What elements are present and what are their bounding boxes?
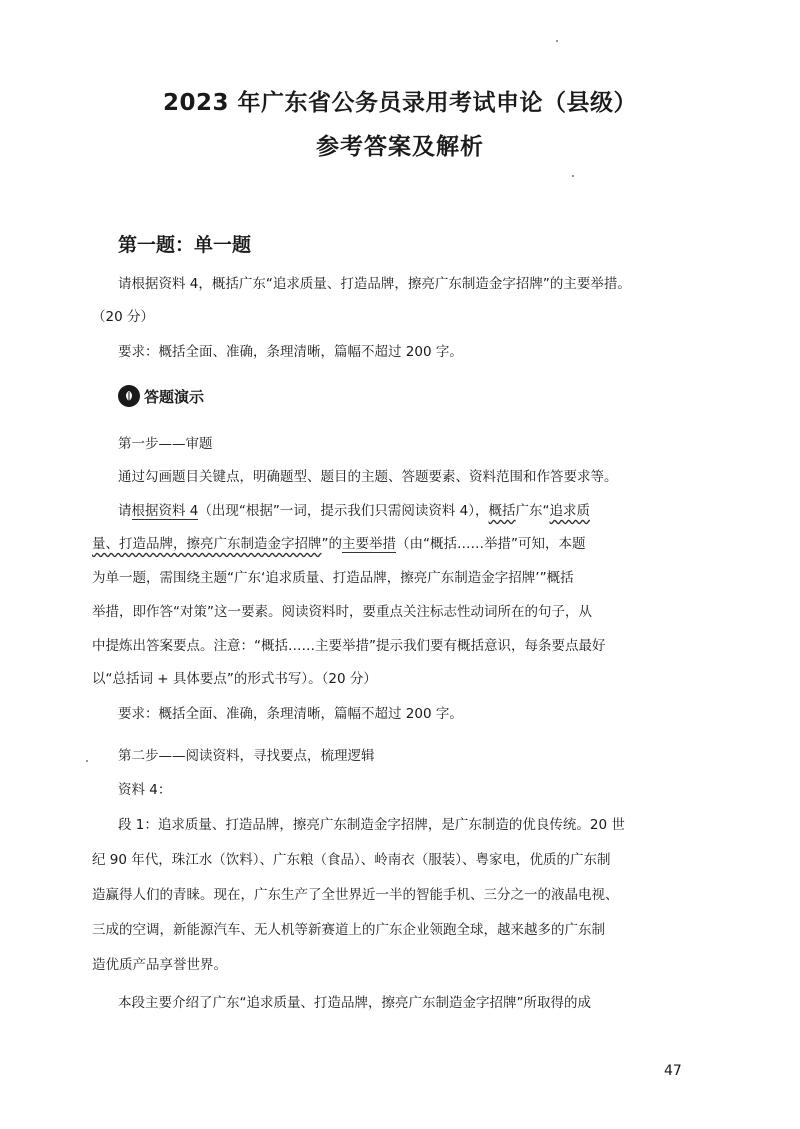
question-prompt: 请根据资料 4，概括广东“追求质量、打造品牌，擦亮广东制造金字招牌”的主要举措。 xyxy=(118,276,631,292)
step1-paragraph-line: 举措，即作答“对策”这一要素。阅读资料时，要重点关注标志性动词所在的句子，从 xyxy=(92,604,592,620)
question-requirement: 要求：概括全面、准确，条理清晰，篇幅不超过 200 字。 xyxy=(118,344,463,360)
wavy-keyword: 追求质 xyxy=(549,503,591,519)
step1-paragraph-line: 请根据资料 4（出现“根据”一词，提示我们只需阅读资料 4），概括广东“追求质 xyxy=(118,503,591,519)
scan-speck xyxy=(572,175,574,177)
step1-intro: 通过勾画题目关键点，明确题型、题目的主题、答题要素、资料范围和作答要求等。 xyxy=(118,469,618,485)
answer-demo-badge xyxy=(118,385,204,407)
material-label: 资料 4： xyxy=(118,782,172,798)
leaf-icon xyxy=(118,385,140,407)
material-paragraph-line: 纪 90 年代，珠江水（饮料）、广东粮（食品）、岭南衣（服装）、粤家电，优质的广东制 xyxy=(92,852,611,868)
question-score: （20 分） xyxy=(92,309,154,325)
step1-paragraph-line: 以“总括词 + 具体要点”的形式书写）。（20 分） xyxy=(92,671,377,687)
underlined-keyword: 主要举措 xyxy=(342,536,396,552)
step1-paragraph-line: 为单一题，需围绕主题“广东‘追求质量、打造品牌，擦亮广东制造金字招牌’”概括 xyxy=(92,570,574,586)
step1-requirement: 要求：概括全面、准确，条理清晰，篇幅不超过 200 字。 xyxy=(118,706,463,722)
material-paragraph-line: 造赢得人们的青睐。现在，广东生产了全世界近一半的智能手机、三分之一的液晶电视、 xyxy=(92,887,619,903)
document-title: 2023 年广东省公务员录用考试申论（县级） xyxy=(162,90,638,116)
step1-paragraph-line: 中提炼出答案要点。注意：“概括……主要举措”提示我们要有概括意识，每条要点最好 xyxy=(92,638,606,654)
material-paragraph-line: 三成的空调，新能源汽车、无人机等新赛道上的广东企业领跑全球，越来越多的广东制 xyxy=(92,922,605,938)
step1-title: 第一步——审题 xyxy=(118,436,213,452)
material-paragraph-line: 造优质产品享誉世界。 xyxy=(92,957,227,973)
scan-speck xyxy=(86,760,88,762)
answer-demo-label: 答题演示 xyxy=(144,387,205,406)
underlined-keyword: 根据资料 4 xyxy=(131,503,199,519)
scan-speck xyxy=(556,40,558,42)
step1-paragraph-line: 量、打造品牌，擦亮广东制造金字招牌”的主要举措（由“概括……举措”可知，本题 xyxy=(92,536,586,552)
document-subtitle: 参考答案及解析 xyxy=(316,134,484,160)
page-number: 47 xyxy=(664,1063,682,1079)
wavy-keyword: 概括 xyxy=(488,503,516,519)
question-heading: 第一题：单一题 xyxy=(118,234,252,256)
material-paragraph-line: 段 1：追求质量、打造品牌，擦亮广东制造金字招牌，是广东制造的优良传统。20 世 xyxy=(118,817,625,833)
wavy-keyword: 量、打造品牌，擦亮广东制造金字招牌 xyxy=(92,536,322,552)
material-summary: 本段主要介绍了广东“追求质量、打造品牌，擦亮广东制造金字招牌”所取得的成 xyxy=(118,995,591,1011)
step2-title: 第二步——阅读资料，寻找要点，梳理逻辑 xyxy=(118,748,375,764)
